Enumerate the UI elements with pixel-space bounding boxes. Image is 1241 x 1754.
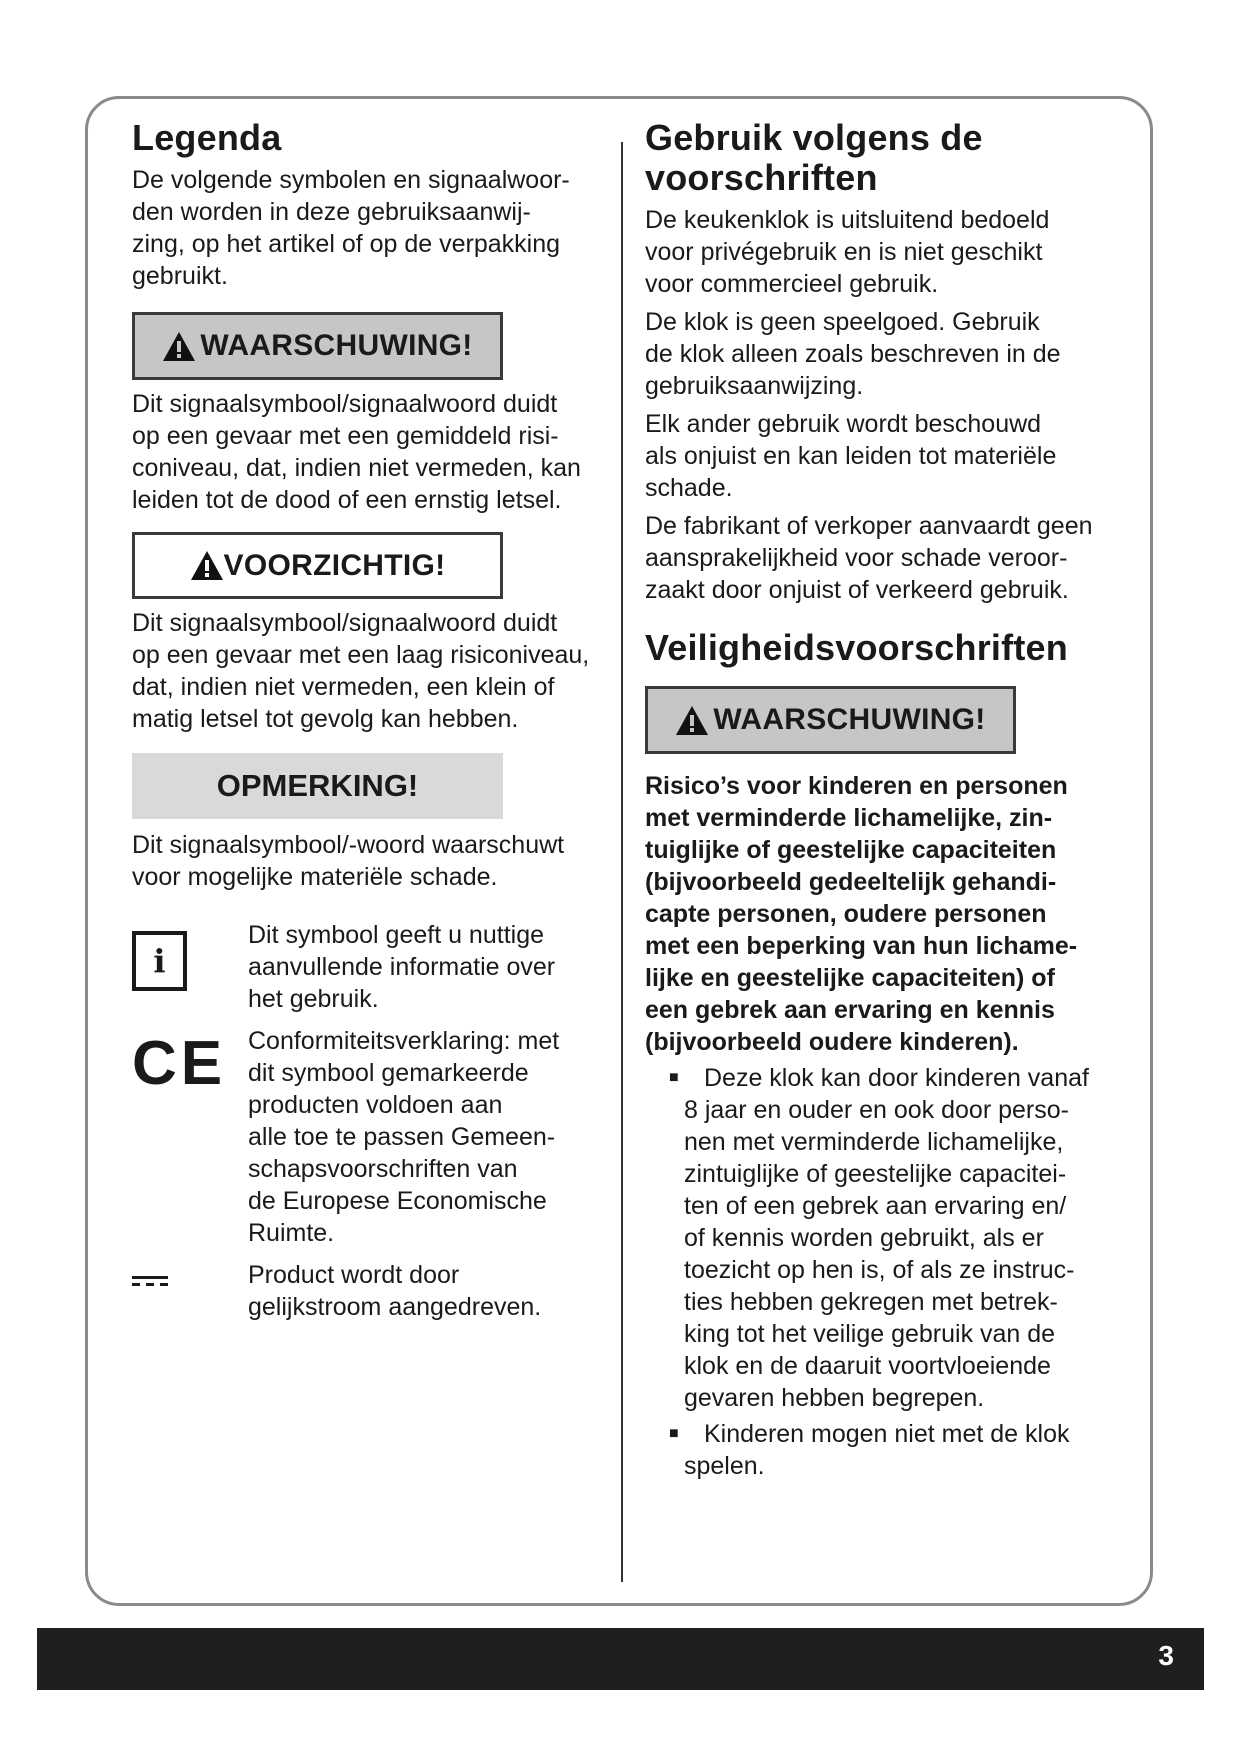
- bullet-icon: ■: [669, 1425, 679, 1442]
- direct-current-icon: [132, 1275, 172, 1287]
- symbol-description: Dit symbool geeft u nuttige aanvullende informatie over het gebruik.: [248, 921, 556, 1013]
- risk-heading: Risico’s voor kinderen en personen met verminderde lichamelijke, zin- tuiglijke of geestelijke capaciteiten (bijvoorbeeld gedeeltelijk gehandi- capte personen, oudere personen met een beperking van hun lichame- lijke en geestelijke capaciteiten) of een gebrek aan ervaring en kennis (bijvoorbeeld oudere kinderen).: [645, 772, 1078, 1056]
- legend-column: [132, 118, 604, 1323]
- column-divider: [621, 142, 623, 1582]
- safety-warning-label: WAARSCHUWING!: [713, 703, 986, 736]
- usage-paragraph: De klok is geen speelgoed. Gebruik de klok alleen zoals beschreven in de gebruiksaanwijzing.: [645, 308, 1061, 400]
- caution-signal-box: [132, 532, 503, 599]
- usage-column: [645, 118, 1115, 1482]
- warning-signal-box: [132, 312, 503, 380]
- legend-intro: De volgende symbolen en signaalwoor- den worden in deze gebruiksaanwij- zing, op het artikel of op de verpakking gebruikt.: [132, 166, 570, 290]
- usage-paragraph: De fabrikant of verkoper aanvaardt geen aansprakelijkheid voor schade veroor- zaakt door onjuist of verkeerd gebruik.: [645, 512, 1093, 604]
- usage-paragraph: Elk ander gebruik wordt beschouwd als onjuist en kan leiden tot materiële schade.: [645, 410, 1057, 502]
- list-item: ■ Deze klok kan door kinderen vanaf 8 jaar en ouder en ook door perso- nen met verminderde lichamelijke, zintuiglijke of geestelijke capacitei- ten of een gebrek aan ervaring en/ of kennis worden gebruikt, als er toezicht op hen is, of als ze instruc- ties hebben gekregen met betrek- king tot het veilige gebruik van de klok en de daaruit voortvloeiende gevaren hebben begrepen.: [669, 1064, 1089, 1412]
- safety-bullet-list: [645, 1062, 1115, 1482]
- caution-description: Dit signaalsymbool/signaalwoord duidt op een gevaar met een laag risiconiveau, dat, indien niet vermeden, een klein of matig letsel tot gevolg kan hebben.: [132, 609, 590, 733]
- symbol-row-ce: [132, 1025, 604, 1249]
- page-footer: [37, 1628, 1204, 1690]
- note-description: Dit signaalsymbool/-woord waarschuwt voor mogelijke materiële schade.: [132, 831, 565, 891]
- note-signal-box: [132, 753, 503, 819]
- symbol-row-info: [132, 919, 604, 1015]
- usage-paragraph: De keukenklok is uitsluitend bedoeld voor privégebruik en is niet geschikt voor commercieel gebruik.: [645, 206, 1050, 298]
- warning-description: Dit signaalsymbool/signaalwoord duidt op een gevaar met een gemiddeld risi- coniveau, dat, indien niet vermeden, kan leiden tot de dood of een ernstig letsel.: [132, 390, 581, 514]
- usage-title: Gebruik volgens de voorschriften: [645, 117, 983, 198]
- safety-title: Veiligheidsvoorschriften: [645, 627, 1068, 668]
- symbol-row-dc: [132, 1259, 604, 1323]
- safety-warning-box: [645, 686, 1016, 754]
- ce-mark-icon: CE: [132, 1029, 227, 1098]
- note-label: OPMERKING!: [216, 768, 419, 803]
- caution-triangle-icon: [190, 550, 224, 581]
- list-item: ■ Kinderen mogen niet met de klok spelen.: [669, 1420, 1070, 1480]
- symbol-description: Conformiteitsverklaring: met dit symbool gemarkeerde producten voldoen aan alle toe te passen Gemeen- schapsvoorschriften van de Europese Economische Ruimte.: [248, 1027, 560, 1247]
- warning-label: WAARSCHUWING!: [200, 329, 473, 362]
- legend-title: Legenda: [132, 117, 282, 158]
- info-icon: i: [132, 931, 187, 991]
- warning-triangle-icon: [675, 705, 709, 736]
- bullet-icon: ■: [669, 1069, 679, 1086]
- caution-label: VOORZICHTIG!: [223, 548, 446, 582]
- page-number: 3: [1158, 1640, 1174, 1671]
- symbol-description: Product wordt door gelijkstroom aangedreven.: [248, 1261, 542, 1321]
- warning-triangle-icon: [162, 331, 196, 362]
